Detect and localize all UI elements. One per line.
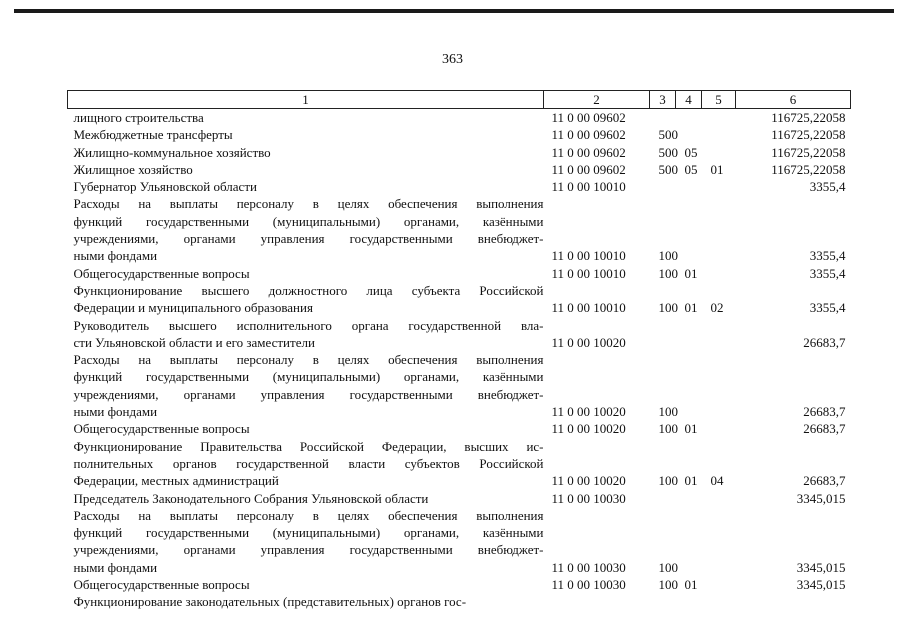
cell-amount: 3345,015 bbox=[796, 490, 846, 506]
cell-section bbox=[676, 507, 702, 576]
table-row bbox=[68, 351, 851, 420]
table-header bbox=[68, 91, 851, 109]
cell-expense-type: 100 bbox=[658, 559, 678, 575]
cell-name bbox=[68, 576, 544, 593]
cell-name-line: Губернатор Ульяновской области bbox=[73, 179, 257, 195]
cell-name bbox=[68, 178, 544, 195]
cell-section bbox=[676, 351, 702, 420]
cell-name-line: лищного строительства bbox=[73, 110, 204, 125]
cell-name-line: Функционирование высшего должностного лица субъекта Российской bbox=[73, 282, 544, 298]
cell-name-line: ными фондами bbox=[73, 559, 158, 575]
cell-section bbox=[676, 109, 702, 127]
table-row bbox=[68, 593, 851, 610]
cell-expense-type bbox=[650, 490, 676, 507]
cell-name-line: Общегосударственные вопросы bbox=[73, 265, 250, 281]
table-row bbox=[68, 109, 851, 127]
cell-subsection bbox=[702, 195, 736, 264]
column-header-1: 1 bbox=[68, 91, 544, 109]
cell-expense-type: 100 bbox=[658, 300, 678, 316]
cell-section bbox=[676, 490, 702, 507]
cell-amount: 116725,22058 bbox=[771, 144, 846, 160]
cell-name-line: функций государственными (муниципальными) органами, казёнными bbox=[73, 525, 544, 541]
table-row bbox=[68, 178, 851, 195]
cell-amount: 3355,4 bbox=[809, 300, 846, 316]
cell-target-code: 11 0 00 09602 bbox=[551, 161, 626, 177]
top-rule bbox=[14, 9, 894, 13]
cell-amount: 3345,015 bbox=[796, 577, 846, 593]
cell-name-line: ными фондами bbox=[73, 248, 158, 264]
cell-subsection bbox=[702, 178, 736, 195]
cell-amount: 3355,4 bbox=[809, 248, 846, 264]
cell-subsection bbox=[702, 265, 736, 282]
cell-subsection bbox=[702, 507, 736, 576]
cell-name bbox=[68, 507, 544, 576]
cell-name-line: Председатель Законодательного Собрания Ульяновской области bbox=[73, 490, 429, 506]
table-row bbox=[68, 490, 851, 507]
cell-expense-type: 100 bbox=[658, 404, 678, 420]
cell-name bbox=[68, 351, 544, 420]
cell-amount: 3345,015 bbox=[796, 559, 846, 575]
cell-target-code: 11 0 00 09602 bbox=[551, 144, 626, 160]
cell-section: 05 bbox=[684, 161, 698, 177]
cell-name bbox=[68, 195, 544, 264]
column-header-3: 3 bbox=[650, 91, 676, 109]
cell-name-line: Жилищно-коммунальное хозяйство bbox=[73, 144, 271, 160]
cell-expense-type: 100 bbox=[658, 421, 678, 437]
cell-expense-type: 100 bbox=[658, 248, 678, 264]
cell-section: 05 bbox=[684, 144, 698, 160]
cell-name bbox=[68, 420, 544, 437]
cell-target-code bbox=[544, 593, 650, 610]
cell-target-code: 11 0 00 10020 bbox=[551, 421, 626, 437]
cell-section bbox=[676, 317, 702, 352]
cell-expense-type: 100 bbox=[658, 265, 678, 281]
cell-name-line: функций государственными (муниципальными) органами, казёнными bbox=[73, 213, 544, 229]
table-row bbox=[68, 195, 851, 264]
cell-expense-type bbox=[650, 109, 676, 127]
cell-subsection bbox=[702, 351, 736, 420]
table-row bbox=[68, 265, 851, 282]
cell-amount: 26683,7 bbox=[803, 334, 846, 350]
cell-name bbox=[68, 593, 544, 610]
cell-amount: 116725,22058 bbox=[771, 127, 846, 143]
cell-amount bbox=[736, 593, 851, 610]
table-row bbox=[68, 126, 851, 143]
cell-name-line: ными фондами bbox=[73, 404, 158, 420]
cell-name-line: Межбюджетные трансферты bbox=[73, 127, 233, 143]
cell-amount: 116725,22058 bbox=[771, 110, 846, 125]
cell-name-line: полнительных органов государственной власти субъектов Российской bbox=[73, 455, 544, 471]
cell-expense-type: 500 bbox=[658, 161, 678, 177]
cell-target-code: 11 0 00 10010 bbox=[551, 248, 626, 264]
cell-expense-type: 100 bbox=[658, 577, 678, 593]
cell-subsection bbox=[702, 593, 736, 610]
cell-name-line: сти Ульяновской области и его заместители bbox=[73, 334, 315, 350]
cell-name-line: учреждениями, органами управления государственными внебюджет- bbox=[73, 542, 544, 558]
table-row bbox=[68, 144, 851, 161]
cell-section: 01 bbox=[684, 473, 698, 489]
column-header-4: 4 bbox=[676, 91, 702, 109]
cell-name bbox=[68, 109, 544, 127]
header-row bbox=[68, 91, 851, 109]
cell-name bbox=[68, 317, 544, 352]
table-row bbox=[68, 317, 851, 352]
cell-subsection bbox=[702, 317, 736, 352]
cell-subsection: 04 bbox=[710, 473, 724, 489]
cell-name-line: учреждениями, органами управления государственными внебюджет- bbox=[73, 231, 544, 247]
cell-name-line: Функционирование законодательных (представительных) органов гос- bbox=[73, 594, 467, 610]
cell-name-line: Общегосударственные вопросы bbox=[73, 577, 250, 593]
cell-target-code: 11 0 00 10030 bbox=[551, 559, 626, 575]
page-number: 363 bbox=[442, 52, 463, 67]
cell-target-code: 11 0 00 10020 bbox=[551, 334, 626, 350]
table-row bbox=[68, 282, 851, 317]
cell-expense-type bbox=[650, 593, 676, 610]
cell-section bbox=[676, 126, 702, 143]
cell-target-code: 11 0 00 10010 bbox=[551, 300, 626, 316]
cell-name bbox=[68, 490, 544, 507]
cell-section bbox=[676, 593, 702, 610]
cell-name-line: Расходы на выплаты персоналу в целях обеспечения выполнения bbox=[73, 196, 544, 212]
cell-subsection: 02 bbox=[710, 300, 724, 316]
cell-amount: 26683,7 bbox=[803, 421, 846, 437]
cell-section: 01 bbox=[684, 421, 698, 437]
cell-amount: 3355,4 bbox=[809, 179, 846, 195]
table-row bbox=[68, 576, 851, 593]
cell-expense-type bbox=[650, 317, 676, 352]
column-header-2: 2 bbox=[544, 91, 650, 109]
cell-amount: 26683,7 bbox=[803, 404, 846, 420]
cell-target-code: 11 0 00 10030 bbox=[551, 577, 626, 593]
cell-name bbox=[68, 144, 544, 161]
cell-subsection bbox=[702, 126, 736, 143]
cell-section bbox=[676, 178, 702, 195]
cell-subsection bbox=[702, 109, 736, 127]
table-row bbox=[68, 420, 851, 437]
cell-expense-type: 500 bbox=[658, 127, 678, 143]
budget-table bbox=[67, 90, 851, 611]
cell-target-code: 11 0 00 10010 bbox=[551, 265, 626, 281]
cell-section: 01 bbox=[684, 577, 698, 593]
column-header-5: 5 bbox=[702, 91, 736, 109]
cell-name bbox=[68, 282, 544, 317]
cell-name-line: Расходы на выплаты персоналу в целях обеспечения выполнения bbox=[73, 507, 544, 523]
cell-section bbox=[676, 195, 702, 264]
cell-name bbox=[68, 438, 544, 490]
table-row bbox=[68, 507, 851, 576]
cell-target-code: 11 0 00 10020 bbox=[551, 473, 626, 489]
cell-target-code: 11 0 00 10020 bbox=[551, 404, 626, 420]
cell-name-line: Жилищное хозяйство bbox=[73, 161, 193, 177]
cell-name-line: Руководитель высшего исполнительного органа государственной вла- bbox=[73, 317, 544, 333]
cell-subsection: 01 bbox=[710, 161, 724, 177]
cell-section: 01 bbox=[684, 265, 698, 281]
table-row bbox=[68, 438, 851, 490]
cell-name-line: Расходы на выплаты персоналу в целях обеспечения выполнения bbox=[73, 352, 544, 368]
cell-section: 01 bbox=[684, 300, 698, 316]
cell-subsection bbox=[702, 490, 736, 507]
cell-subsection bbox=[702, 576, 736, 593]
cell-name bbox=[68, 265, 544, 282]
cell-amount: 26683,7 bbox=[803, 473, 846, 489]
cell-target-code: 11 0 00 09602 bbox=[551, 127, 626, 143]
cell-name-line: Федерации и муниципального образования bbox=[73, 300, 313, 316]
cell-name-line: учреждениями, органами управления государственными внебюджет- bbox=[73, 386, 544, 402]
cell-subsection bbox=[702, 420, 736, 437]
column-header-6: 6 bbox=[736, 91, 851, 109]
cell-target-code: 11 0 00 09602 bbox=[551, 110, 626, 125]
cell-subsection bbox=[702, 144, 736, 161]
cell-name-line: Функционирование Правительства Российской Федерации, высших ис- bbox=[73, 438, 544, 454]
cell-name bbox=[68, 161, 544, 178]
cell-name bbox=[68, 126, 544, 143]
table-body bbox=[68, 109, 851, 611]
cell-amount: 3355,4 bbox=[809, 265, 846, 281]
table-row bbox=[68, 161, 851, 178]
cell-target-code: 11 0 00 10030 bbox=[551, 490, 626, 506]
cell-name-line: функций государственными (муниципальными) органами, казёнными bbox=[73, 369, 544, 385]
cell-amount: 116725,22058 bbox=[771, 161, 846, 177]
cell-target-code: 11 0 00 10010 bbox=[551, 179, 626, 195]
cell-expense-type: 500 bbox=[658, 144, 678, 160]
cell-name-line: Общегосударственные вопросы bbox=[73, 421, 250, 437]
cell-expense-type bbox=[650, 178, 676, 195]
cell-name-line: Федерации, местных администраций bbox=[73, 473, 279, 489]
cell-expense-type: 100 bbox=[658, 473, 678, 489]
